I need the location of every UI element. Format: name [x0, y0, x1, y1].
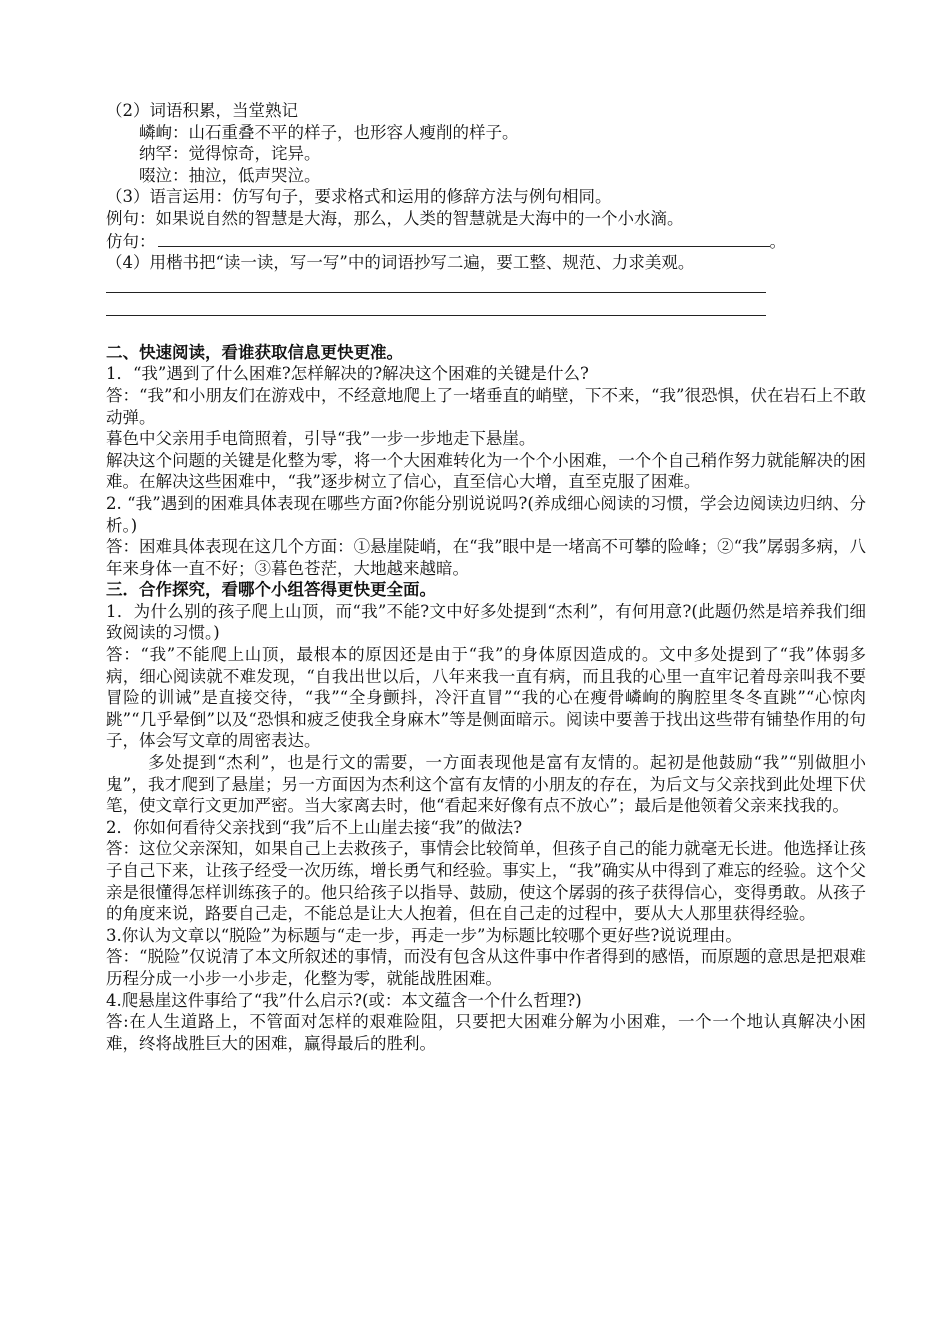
- sec2-answer-1-p3: 解决这个问题的关键是化整为零，将一个大困难转化为一个个小困难，一个个自己稍作努力就能解决的困难。在解决这些困难中，“我”逐步树立了信心，直至信心大增，直至克服了困难。: [106, 450, 866, 492]
- sec3-question-4: 4.爬悬崖这件事给了“我”什么启示?(或：本文蕴含一个什么哲理?): [106, 990, 582, 1010]
- sec3-answer-4: 答:在人生道路上，不管面对怎样的艰难险阻，只要把大困难分解为小困难，一个一个地认真解决小困难，终将战胜巨大的困难，赢得最后的胜利。: [106, 1012, 866, 1053]
- sec3-question-3: 3.你认为文章以“脱险”为标题与“走一步，再走一步”为标题比较哪个更好些?说说理由。: [106, 925, 742, 945]
- imitate-sentence-row: [106, 230, 866, 253]
- document-page: [106, 100, 866, 1054]
- sec3-answer-1-p2: 多处提到“杰利”，也是行文的需要，一方面表现他是富有友情的。起初是他鼓励“我”“别做胆小鬼”，我才爬到了悬崖；另一方面因为杰利这个富有友情的小朋友的存在，为后文与父亲找到此处埋下伏笔，使文章行文更加严密。当大家离去时，他“看起来好像有点不放心”；最后是他领着父亲来找我的。: [106, 753, 866, 816]
- q2-title: （2）词语积累，当堂熟记: [106, 101, 298, 120]
- imitate-blank[interactable]: [158, 230, 770, 247]
- sec3-answer-3: 答：“脱险”仅说清了本文所叙述的事情，而没有包含从这件事中作者得到的感悟，而原题的意思是把艰难历程分成一小步一小步走，化整为零，就能战胜困难。: [106, 947, 866, 988]
- vocab-item-nahan: 纳罕：觉得惊奇，诧异。: [139, 144, 321, 164]
- sec2-answer-1-p1: 答：“我”和小朋友们在游戏中，不经意地爬上了一堵垂直的峭壁，下不来，“我”很恐惧，伏在岩石上不敢动弹。: [106, 385, 866, 427]
- sec3-answer-2: 答：这位父亲深知，如果自己上去救孩子，事情会比较简单，但孩子自己的能力就毫无长进。他选择让孩子自己下来，让孩子经受一次历练，增长勇气和经验。事实上，“我”确实从中得到了难忘的经验。这个父亲是很懂得怎样训练孩子的。他只给孩子以指导、鼓励，使这个孱弱的孩子获得信心，变得勇敢。从孩子的角度来说，路要自己走，不能总是让大人抱着，但在自己走的过程中，要从大人那里获得经验。: [106, 839, 866, 924]
- section-3-heading: 三．合作探究，看哪个小组答得更快更全面。: [106, 580, 436, 600]
- sec3-question-1: 1．为什么别的孩子爬上山顶，而“我”不能?文中好多处提到“杰利”，有何用意?(此题仍然是培养我们细致阅读的习惯。): [106, 601, 866, 643]
- sec2-answer-2: 答：困难具体表现在这几个方面：①悬崖陡峭，在“我”眼中是一堵高不可攀的险峰；②“我”孱弱多病，八年来身体一直不好；③暮色苍茫，大地越来越暗。: [106, 537, 866, 578]
- sec3-answer-1-p1: 答：“我”不能爬上山顶，最根本的原因还是由于“我”的身体原因造成的。文中多处提到了“我”体弱多病，细心阅读就不难发现，“自我出世以后，八年来我一直有病，而且我的心里一直牢记着母亲叫我不要冒险的训诫”是直接交待，“我”“全身颤抖，冷汗直冒”“我的心在瘦骨嶙峋的胸腔里冬冬直跳”“心惊肉跳”“几乎晕倒”以及“恐惧和疲乏使我全身麻木”等是侧面暗示。阅读中要善于找出这些带有铺垫作用的句子，体会写文章的周密表达。: [106, 645, 866, 751]
- sec2-answer-1-p2: 暮色中父亲用手电筒照着，引导“我”一步一步地走下悬崖。: [106, 429, 536, 449]
- copy-line-2[interactable]: [106, 315, 766, 316]
- vocab-item-chuoqi: 啜泣：抽泣，低声哭泣。: [139, 165, 321, 185]
- q4-title: （4）用楷书把“读一读，写一写”中的词语抄写二遍，要工整、规范、力求美观。: [106, 253, 695, 273]
- vocab-item-linxun: 嶙峋：山石重叠不平的样子，也形容人瘦削的样子。: [139, 122, 519, 142]
- sec3-question-2: 2．你如何看待父亲找到“我”后不上山崖去接“我”的做法?: [106, 817, 523, 837]
- sec2-question-1: 1．“我”遇到了什么困难?怎样解决的?解决这个困难的关键是什么?: [106, 364, 589, 384]
- copy-line-1[interactable]: [106, 292, 766, 293]
- section-2-heading: 二、快速阅读，看谁获取信息更快更准。: [106, 342, 403, 362]
- imitate-period: 。: [769, 231, 786, 251]
- example-sentence: 例句：如果说自然的智慧是大海，那么，人类的智慧就是大海中的一个小水滴。: [106, 208, 684, 228]
- q3-title: （3）语言运用：仿写句子，要求格式和运用的修辞方法与例句相同。: [106, 187, 612, 207]
- sec2-question-2: 2. “我”遇到的困难具体表现在哪些方面?你能分别说说吗?(养成细心阅读的习惯，学会边阅读边归纳、分析。): [106, 493, 866, 535]
- imitate-label: 仿句：: [106, 231, 156, 251]
